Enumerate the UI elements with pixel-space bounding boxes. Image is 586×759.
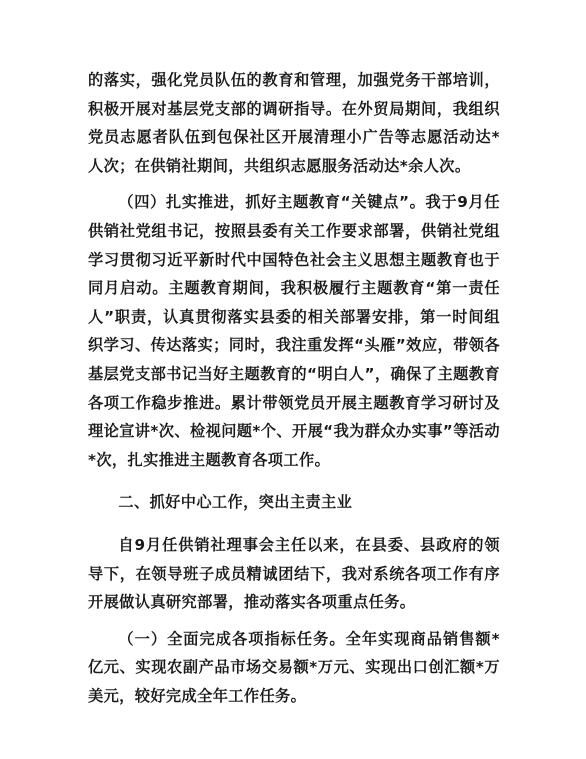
document-page	[88, 66, 500, 710]
paragraph-targets-completed: （一）全面完成各项指标任务。全年实现商品销售额*亿元、实现农副产品市场交易额*万元、实现出口创汇额*万美元，较好完成全年工作任务。	[88, 629, 500, 705]
paragraph-theme-education: （四）扎实推进，抓好主题教育“关键点”。我于9月任供销社党组书记，按照县委有关工作要求部署，供销社党组学习贯彻习近平新时代中国特色社会主义思想主题教育也于同月启动。主题教育期间，我积极履行主题教育“第一责任人”职责，认真贯彻落实县委的相关部署安排，第一时间组织学习、传达落实；同时，我注重发挥“头雁”效应，带领各基层党支部书记当好主题教育的“明白人”，确保了主题教育各项工作稳步推进。累计带领党员开展主题教育学习研讨及理论宣讲*次、检视问题*个、开展“我为群众办实事”等活动*次，扎实推进主题教育各项工作。	[88, 193, 500, 469]
paragraph-director-intro: 自9月任供销社理事会主任以来，在县委、县政府的领导下，在领导班子成员精诚团结下，我对系统各项工作有序开展做认真研究部署，推动落实各项重点任务。	[88, 535, 500, 612]
section-heading-central-work: 二、抓好中心工作，突出主责主业	[118, 493, 353, 512]
paragraph-volunteer-activities: 的落实，强化党员队伍的教育和管理，加强党务干部培训，积极开展对基层党支部的调研指导。在外贸局期间，我组织党员志愿者队伍到包保社区开展清理小广告等志愿活动达*人次；在供销社期间，共组织志愿服务活动达*余人次。	[88, 71, 500, 175]
